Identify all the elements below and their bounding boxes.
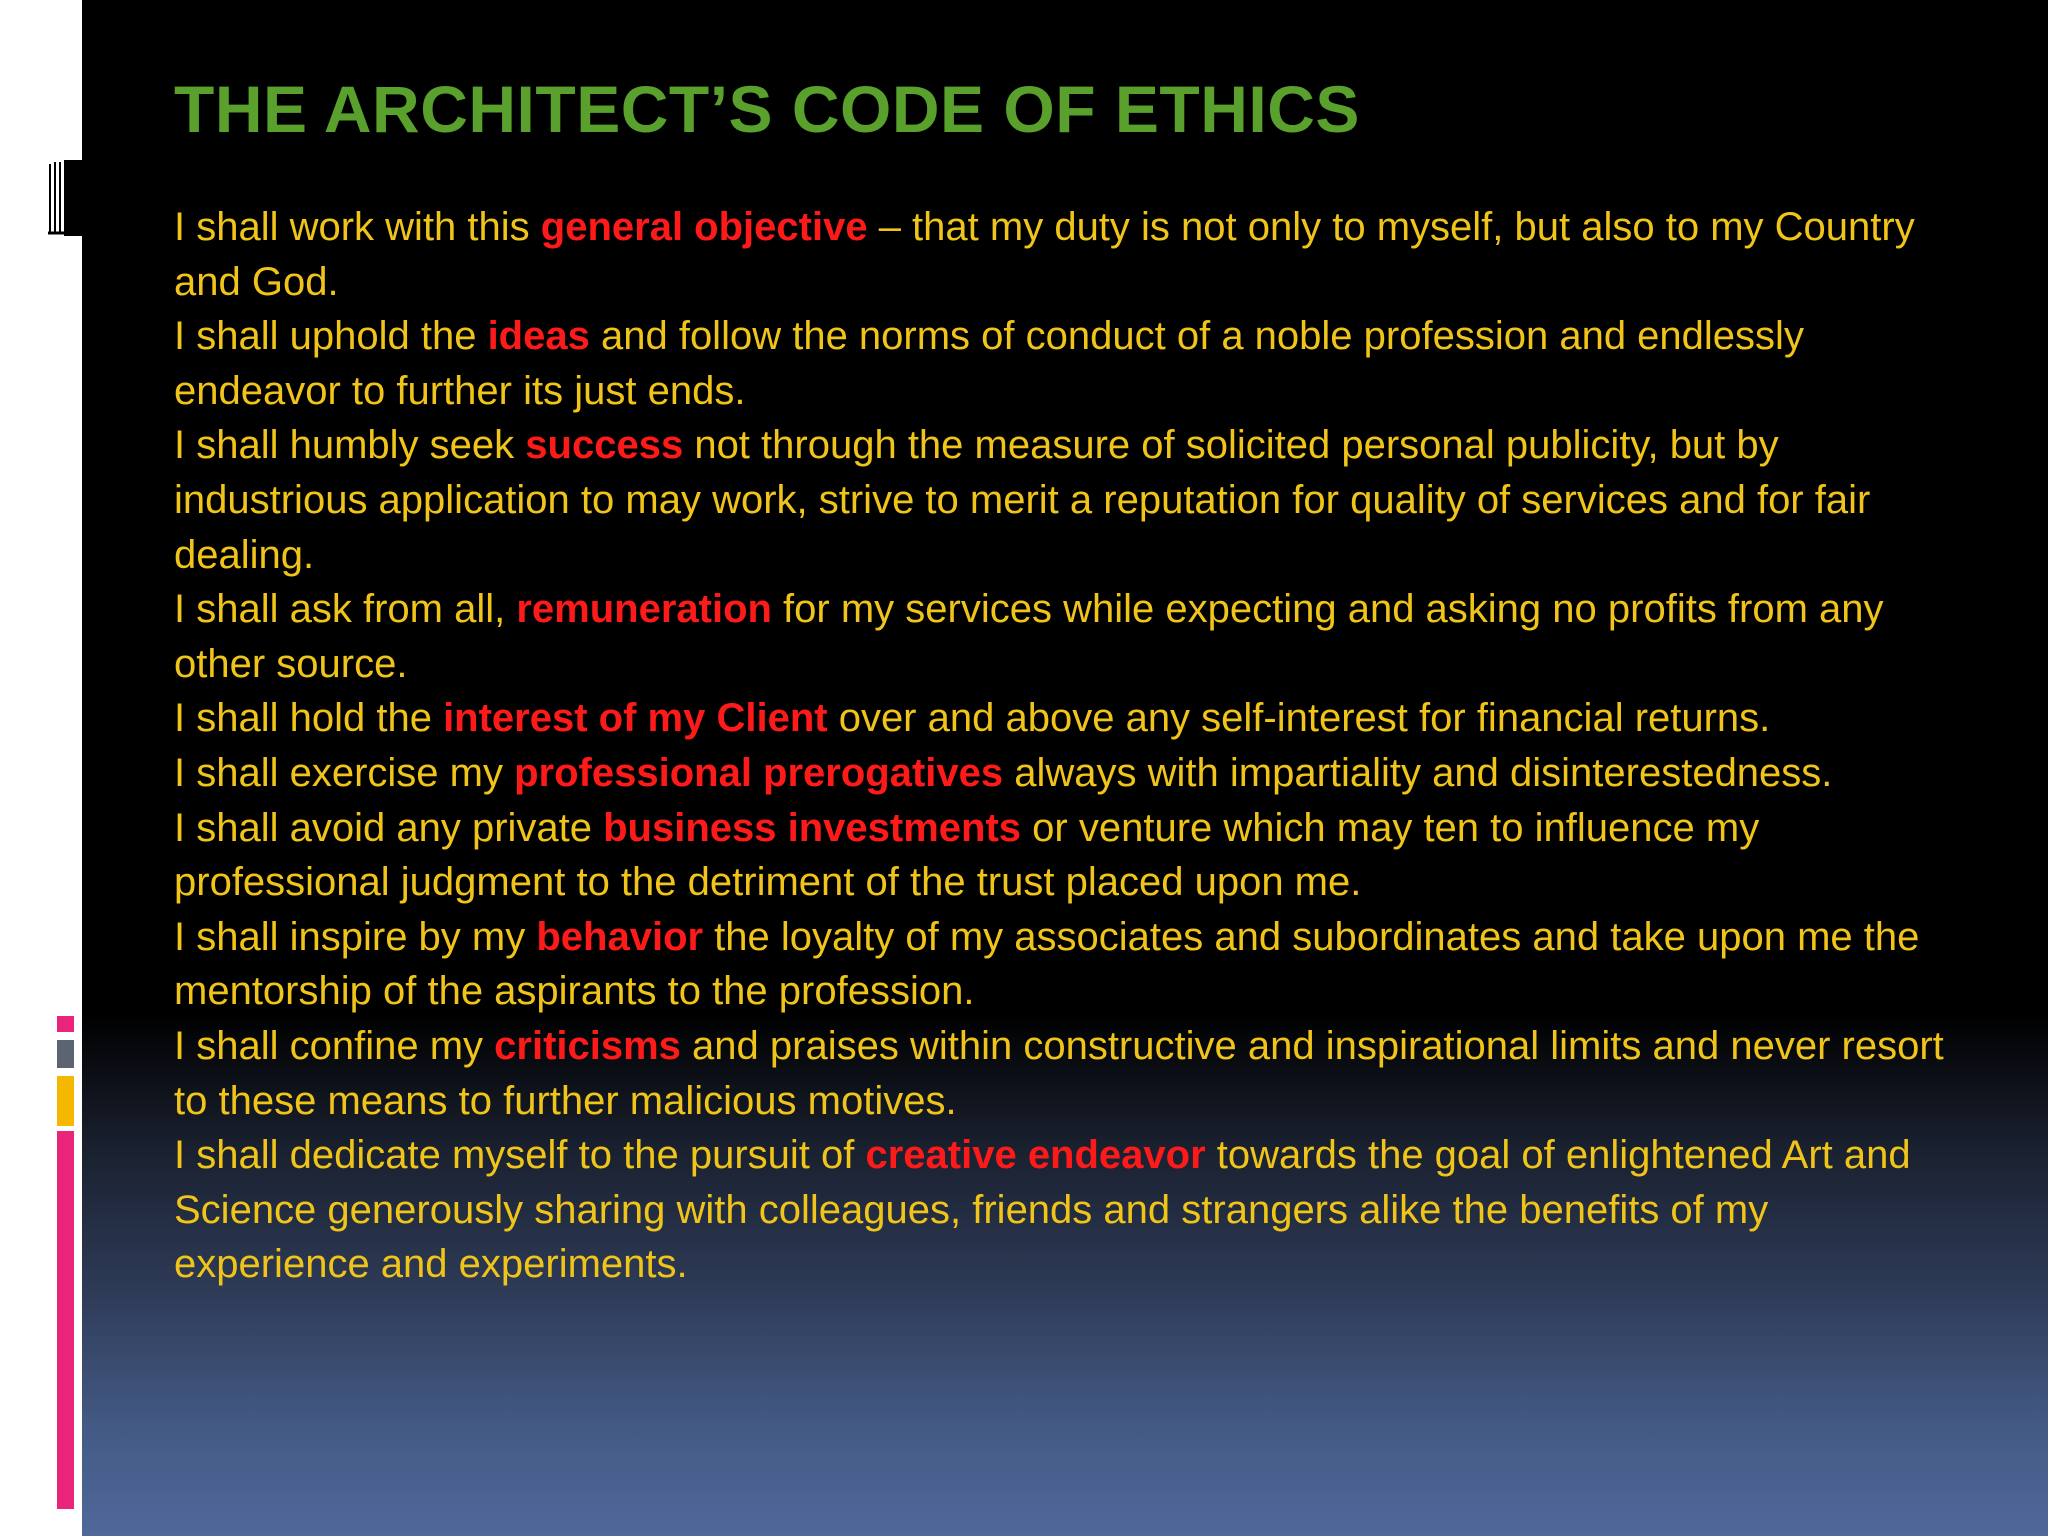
statement-text: I shall uphold the (174, 314, 488, 359)
statement-keyword: professional prerogatives (514, 750, 1004, 795)
code-statement (174, 691, 1964, 746)
accent-bar-gray (57, 1040, 74, 1068)
statement-text: not through the measure of solicited personal publicity, but by industrious application to may work, strive to merit a reputation for quality of services and for fair dealing. (174, 423, 1871, 577)
statement-text: or venture which may ten to influence my professional judgment to the detriment of the trust placed upon me. (174, 805, 1760, 905)
statement-text: I shall ask from all, (174, 587, 517, 632)
code-statement (174, 582, 1964, 691)
statement-keyword: interest of my Client (443, 696, 828, 741)
statement-text: the loyalty of my associates and subordinates and take upon me the mentorship of the aspirants to the profession. (174, 914, 1920, 1014)
statement-text: I shall inspire by my (174, 914, 537, 959)
statement-keyword: business investments (603, 805, 1022, 850)
statement-text: for my services while expecting and asking no profits from any other source. (174, 587, 1884, 686)
statement-text: – that my duty is not only to myself, but also to my Country and God. (174, 205, 1915, 304)
statement-text: I shall work with this (174, 205, 541, 249)
statement-keyword: criticisms (494, 1023, 681, 1068)
statement-text: I shall hold the (174, 696, 444, 741)
code-statement (174, 801, 1964, 910)
statement-keyword: success (525, 423, 684, 468)
statement-keyword: general objective (540, 205, 868, 249)
statement-text: towards the goal of enlightened Art and Science generously sharing with colleagues, friends and strangers alike the benefits of my experience and experiments. (174, 1133, 1911, 1287)
statement-keyword: creative endeavor (865, 1133, 1206, 1178)
code-statement (174, 418, 1964, 582)
statement-text: I shall avoid any private (174, 805, 604, 850)
accent-bar-pink-long (57, 1131, 74, 1509)
document-stack-icon (48, 160, 82, 236)
statement-keyword: ideas (487, 314, 590, 359)
code-statement (174, 1128, 1964, 1292)
statement-text: I shall humbly seek (174, 423, 526, 468)
code-statement (174, 910, 1964, 1019)
code-statement (174, 746, 1964, 801)
statement-text: and follow the norms of conduct of a noble profession and endlessly endeavor to further its just ends. (174, 314, 1804, 413)
code-statement (174, 1019, 1964, 1128)
code-statement (174, 309, 1964, 418)
statement-text: always with impartiality and disinterestedness. (1003, 750, 1833, 795)
accent-bar-yellow (57, 1076, 74, 1126)
statement-keyword: behavior (536, 914, 704, 959)
statement-keyword: remuneration (516, 587, 772, 632)
statement-text: I shall exercise my (174, 750, 515, 795)
statement-text: and praises within constructive and inspirational limits and never resort to these means to further malicious motives. (174, 1023, 1944, 1123)
statement-text: I shall dedicate myself to the pursuit of (174, 1133, 866, 1178)
ethics-code-list (174, 200, 1964, 1292)
slide-title: THE ARCHITECT’S CODE OF ETHICS (174, 72, 1360, 146)
code-statement (174, 200, 1964, 309)
statement-text: I shall confine my (174, 1023, 495, 1068)
statement-text: over and above any self-interest for financial returns. (827, 696, 1771, 741)
accent-bar-pink-small (57, 1016, 74, 1032)
